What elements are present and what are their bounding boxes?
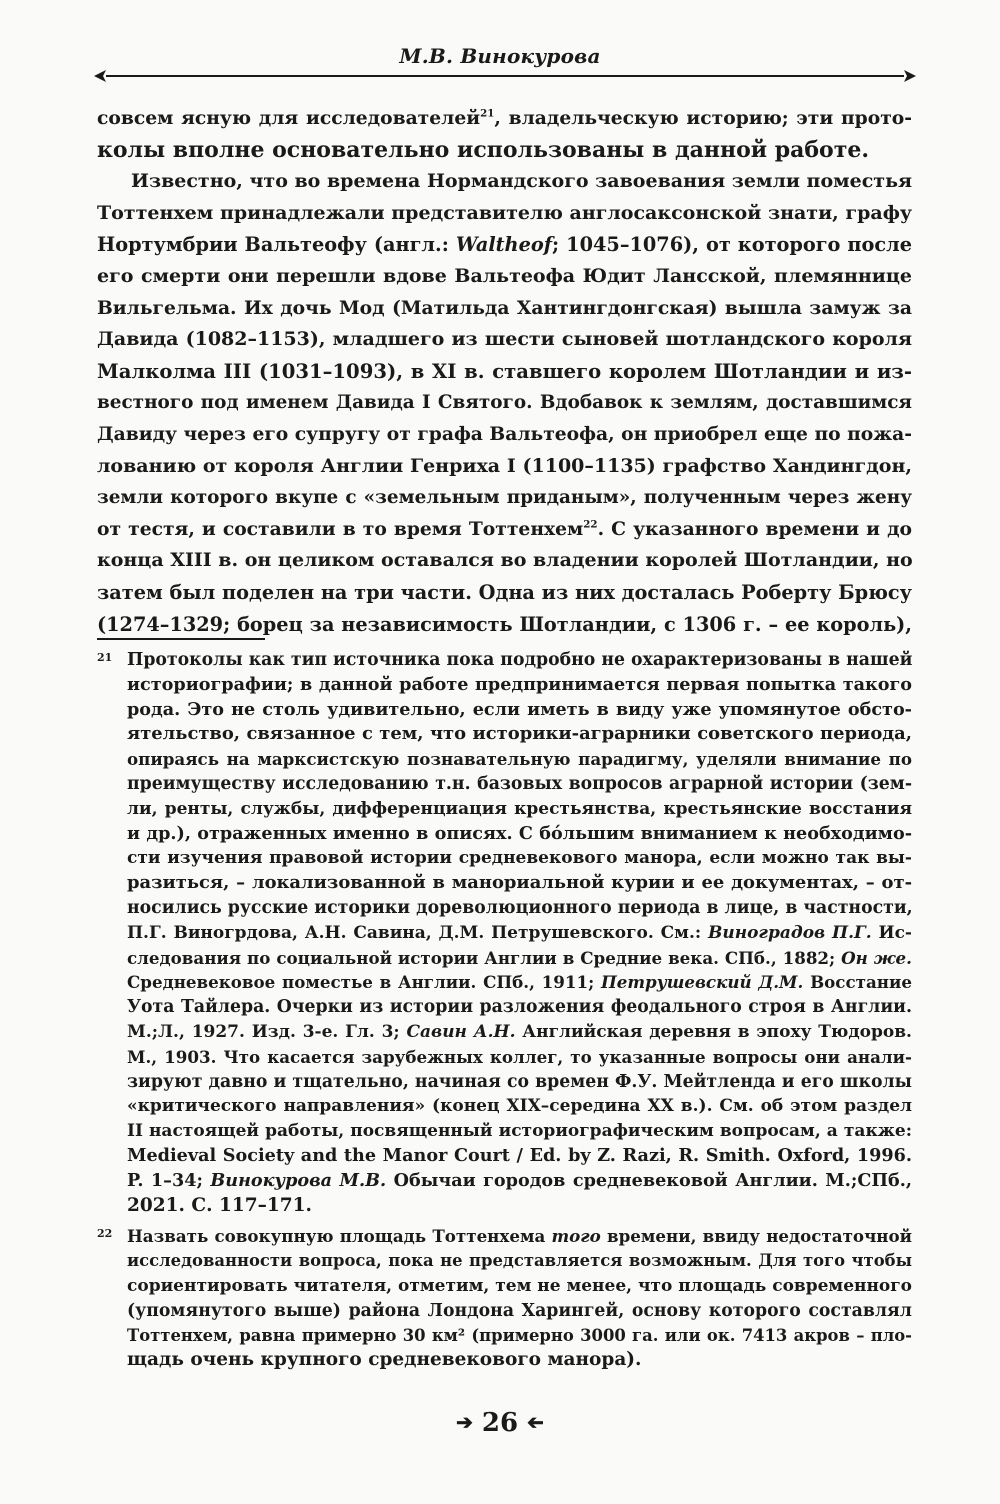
footnote-line: сориентировать читателя, отметим, тем не менее, что площадь современного [127,1275,912,1296]
body-line-12: земли которого вкупе с «земельным приданым», полученным через жену [97,487,912,509]
footnote-line: исследованности вопроса, пока не представляется возможным. Для того чтобы [127,1251,912,1271]
footnote-line: 2021. С. 117–171. [127,1194,312,1216]
body-line-13: от тестя, и составили в то время Тоттенхем$^{22}$. С указанного времени и до [97,517,912,540]
footnote-line: ятельство, связанное с тем, что историки-аграрники советского периода, [127,723,912,745]
footnote-line: следования по социальной истории Англии в Средние века. СПб., 1882; Он же. [127,947,912,968]
footnote-line: преимуществу исследованию т.н. базовых вопросов аграрной истории (зем- [127,773,912,794]
footnotes [97,648,912,1379]
footnote-ref-21: 21 [480,107,495,120]
body-line-6: Вильгельма. Их дочь Мод (Матильда Хантингдонгская) вышла замуж за [97,296,912,319]
footnote-line: историографии; в данной работе предпринимается первая попытка такого [127,673,912,695]
footnote-line: опираясь на марксистскую познавательную парадигму, уделяли внимание по [127,749,912,770]
arrow-left-icon: ➔ [527,1410,544,1434]
body-line-10: Давиду через его супругу от графа Вальтеофа, он приобрел еще по пожа- [97,422,912,445]
footnote-line: Уота Тайлера. Очерки из истории разложения феодального строя в Англии. [127,997,912,1018]
body-line-2: Известно, что во времена Нормандского завоевания земли поместья [131,170,912,193]
header-rule-ornament [92,62,918,90]
footnote-line: носились русские историки дореволюционного периода в лице, в частности, [127,897,913,918]
body-line-15: затем был поделен на три части. Одна из них досталась Роберту Брюсу [97,580,912,604]
footnote-line: P. 1–34; Винокурова М.В. Обычаи городов средневековой Англии. М.;СПб., [127,1169,912,1191]
footnote-line: рода. Это не столь удивительно, если иметь в виду уже упомянутое обсто- [127,698,912,720]
body-line-9: вестного под именем Давида I Святого. Вдобавок к землям, доставшимся [97,392,912,414]
body-line-8: Малколма III (1031–1093), в XI в. ставшего королем Шотландии и из- [97,359,912,383]
body-line-16: (1274–1329; борец за независимость Шотландии, с 1306 г. – ее король), [97,612,912,636]
body-line-1: колы вполне основательно использованы в данной работе. [97,136,870,163]
footnote-21 [97,648,912,1218]
footnote-line: Medieval Society and the Manor Court / Ed. by Z. Razi, R. Smith. Oxford, 1996. [127,1144,912,1166]
body-line-4: Нортумбрии Вальтеофу (англ.: Waltheof; 1045–1076), от которого после [97,233,913,257]
footnote-line: (упомянутого выше) района Лондона Харингей, основу которого составлял [127,1300,912,1321]
footnote-22 [97,1224,912,1373]
body-line-5: его смерти они перешли вдове Вальтеофа Юдит Лансской, племяннице [97,264,912,287]
footnote-line: разиться, – локализованной в манориальной курии и ее документах, – от- [127,872,912,894]
arrow-right-icon: ➔ [456,1410,473,1434]
footnote-ref-22: 22 [583,518,598,531]
footnote-line: Назвать совокупную площадь Тоттенхема того времени, ввиду недостаточной [127,1226,913,1247]
footnote-line: ли, ренты, службы, дифференциация крестьянства, крестьянские восстания [127,798,912,819]
footnote-line: «критического направления» (конец XIX–середина XX в.). См. об этом раздел [127,1096,912,1117]
footnote-line: М., 1903. Что касается зарубежных коллег, то указанные вопросы они анали- [127,1046,912,1067]
body-line-7: Давида (1082–1153), младшего из шести сыновей шотландского короля [97,328,912,351]
footnote-number: 22 [97,1227,113,1241]
footnote-line: Тоттенхем, равна примерно 30 км² (примерно 3000 га. или ок. 7413 акров – пло- [127,1325,912,1345]
footnote-line: Протоколы как тип источника пока подробно не охарактеризованы в нашей [127,650,913,670]
footnote-line: II настоящей работы, посвященный историографическим вопросам, а также: [127,1121,912,1142]
running-head-author: М.В. Винокурова [399,44,601,68]
footnote-line: Средневековое поместье в Англии. СПб., 1911; Петрушевский Д.М. Восстание [127,972,912,993]
page-number: ➔ 26 ➔ [456,1408,544,1438]
footnote-number: 21 [97,651,113,664]
footnote-line: сти изучения правовой истории средневекового манора, если можно так вы- [127,848,912,869]
footnote-line: зируют давно и тщательно, начиная со времен Ф.У. Мейтленда и его школы [127,1071,912,1092]
footnote-line: щадь очень крупного средневекового манора). [127,1349,642,1371]
body-line-3: Тоттенхем принадлежали представителю англосаксонской знати, графу [97,201,912,224]
body-line-0: совсем ясную для исследователей$^{21}$, владельческую историю; эти прото- [97,107,912,129]
footnote-line: П.Г. Виногрдова, А.Н. Савина, Д.М. Петрушевского. См.: Виноградов П.Г. Ис- [127,922,912,943]
footnote-separator [97,638,265,640]
body-line-14: конца XIII в. он целиком оставался во владении королей Шотландии, но [97,549,913,572]
footnote-line: М.;Л., 1927. Изд. 3-е. Гл. 3; Савин А.Н. Английская деревня в эпоху Тюдоров. [127,1021,912,1042]
main-text [97,103,912,640]
body-line-11: лованию от короля Англии Генриха I (1100–1135) графство Хандингдон, [97,454,912,477]
footnote-line: и др.), отраженных именно в описях. С бóльшим вниманием к необходимо- [127,822,912,844]
